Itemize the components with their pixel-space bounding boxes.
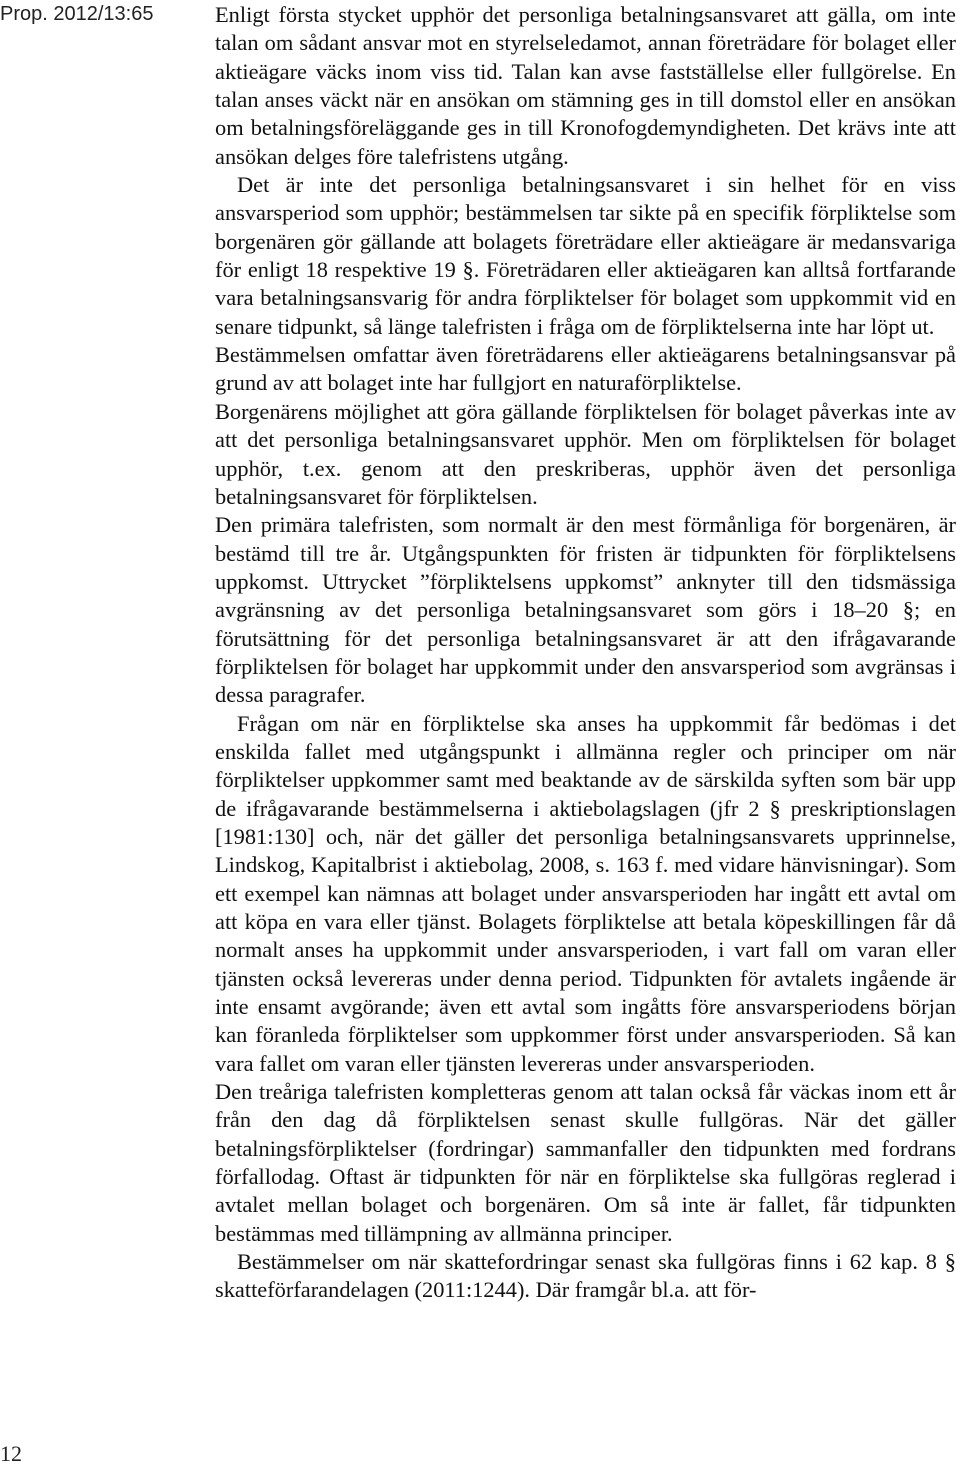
document-reference: Prop. 2012/13:65 [0,3,154,25]
body-text [215,1,956,1305]
paragraph: Det är inte det personliga betalningsansvaret i sin helhet för en viss ansvarsperiod som upphör; bestämmelsen tar sikte på en specifik förpliktelse som borgenären gör gällande att bolagets företrädare eller aktieägare är medansvariga för enligt 18 respektive 19 §. Företrädaren eller aktieägaren kan alltså fortfarande vara betalningsansvarig för andra förpliktelser för bolaget som uppkommit vid en senare tidpunkt, så länge talefristen i fråga om de förpliktelserna inte har löpt ut. [215,172,956,339]
paragraph: Bestämmelsen omfattar även företrädarens eller aktieägarens betalningsansvar på grund av att bolaget inte har fullgjort en naturaförpliktelse. [215,342,956,396]
paragraph: Bestämmelser om när skattefordringar senast ska fullgöras finns i 62 kap. 8 § skatteförfarandelagen (2011:1244). Där framgår bl.a. att för- [215,1249,956,1303]
paragraph: Frågan om när en förpliktelse ska anses ha uppkommit får bedömas i det enskilda fallet med utgångspunkt i allmänna regler och principer om när förpliktelser uppkommer samt med beaktande av de särskilda syften som bär upp de ifrågavarande bestämmelserna i aktiebolagslagen (jfr 2 § preskriptionslagen [1981:130] och, när det gäller det personliga betalningsansvarets upprinnelse, Lindskog, Kapitalbrist i aktiebolag, 2008, s. 163 f. med vidare hänvisningar). Som ett exempel kan nämnas att bolaget under ansvarsperioden har ingått ett avtal om att köpa en vara eller tjänst. Bolagets förpliktelse att betala köpeskillingen får då normalt anses ha uppkommit under ansvarsperioden, i vart fall om varan eller tjänsten också levereras under denna period. Tidpunkten för avtalets ingående är inte ensamt avgörande; även ett avtal som ingåtts före ansvarsperiodens början kan föranleda förpliktelser som uppkommer först under ansvarsperioden. Så kan vara fallet om varan eller tjänsten levereras under ansvarsperioden. [215,710,956,1076]
page-number: 12 [0,1441,22,1466]
paragraph: Enligt första stycket upphör det personliga betalningsansvaret att gälla, om inte talan om sådant ansvar mot en styrelseledamot, annan företrädare för bolaget eller aktieägare väcks inom viss tid. Talan kan avse fastställelse eller fullgörelse. En talan anses väckt när en ansökan om stämning ges in till domstol eller en ansökan om betalningsföreläggande ges in till Kronofogdemyndigheten. Det krävs inte att ansökan delges före talefristens utgång. [215,2,956,169]
paragraph: Borgenärens möjlighet att göra gällande förpliktelsen för bolaget påverkas inte av att det personliga betalningsansvaret upphör. Men om förpliktelsen för bolaget upphör, t.ex. genom att den preskriberas, upphör även det personliga betalningsansvaret för förpliktelsen. [215,398,956,509]
paragraph: Den treåriga talefristen kompletteras genom att talan också får väckas inom ett år från den dag då förpliktelsen senast skulle fullgöras. När det gäller betalningsförpliktelser (fordringar) sammanfaller den tidpunkten med fordrans förfallodag. Oftast är tidpunkten för när en förpliktelse ska fullgöras reglerad i avtalet mellan bolaget och borgenären. Om så inte är fallet, får tidpunkten bestämmas med tillämpning av allmänna principer. [215,1079,956,1246]
paragraph: Den primära talefristen, som normalt är den mest förmånliga för borgenären, är bestämd till tre år. Utgångspunkten för fristen är tidpunkten för förpliktelsens uppkomst. Uttrycket ”förpliktelsens uppkomst” anknyter till den tidsmässiga avgränsning av det personliga betalningsansvaret som görs i 18–20 §; en förutsättning för det personliga betalningsansvaret är att den ifrågavarande förpliktelsen för bolaget har uppkommit under den ansvarsperiod som avgränsas i dessa paragrafer. [215,512,956,708]
